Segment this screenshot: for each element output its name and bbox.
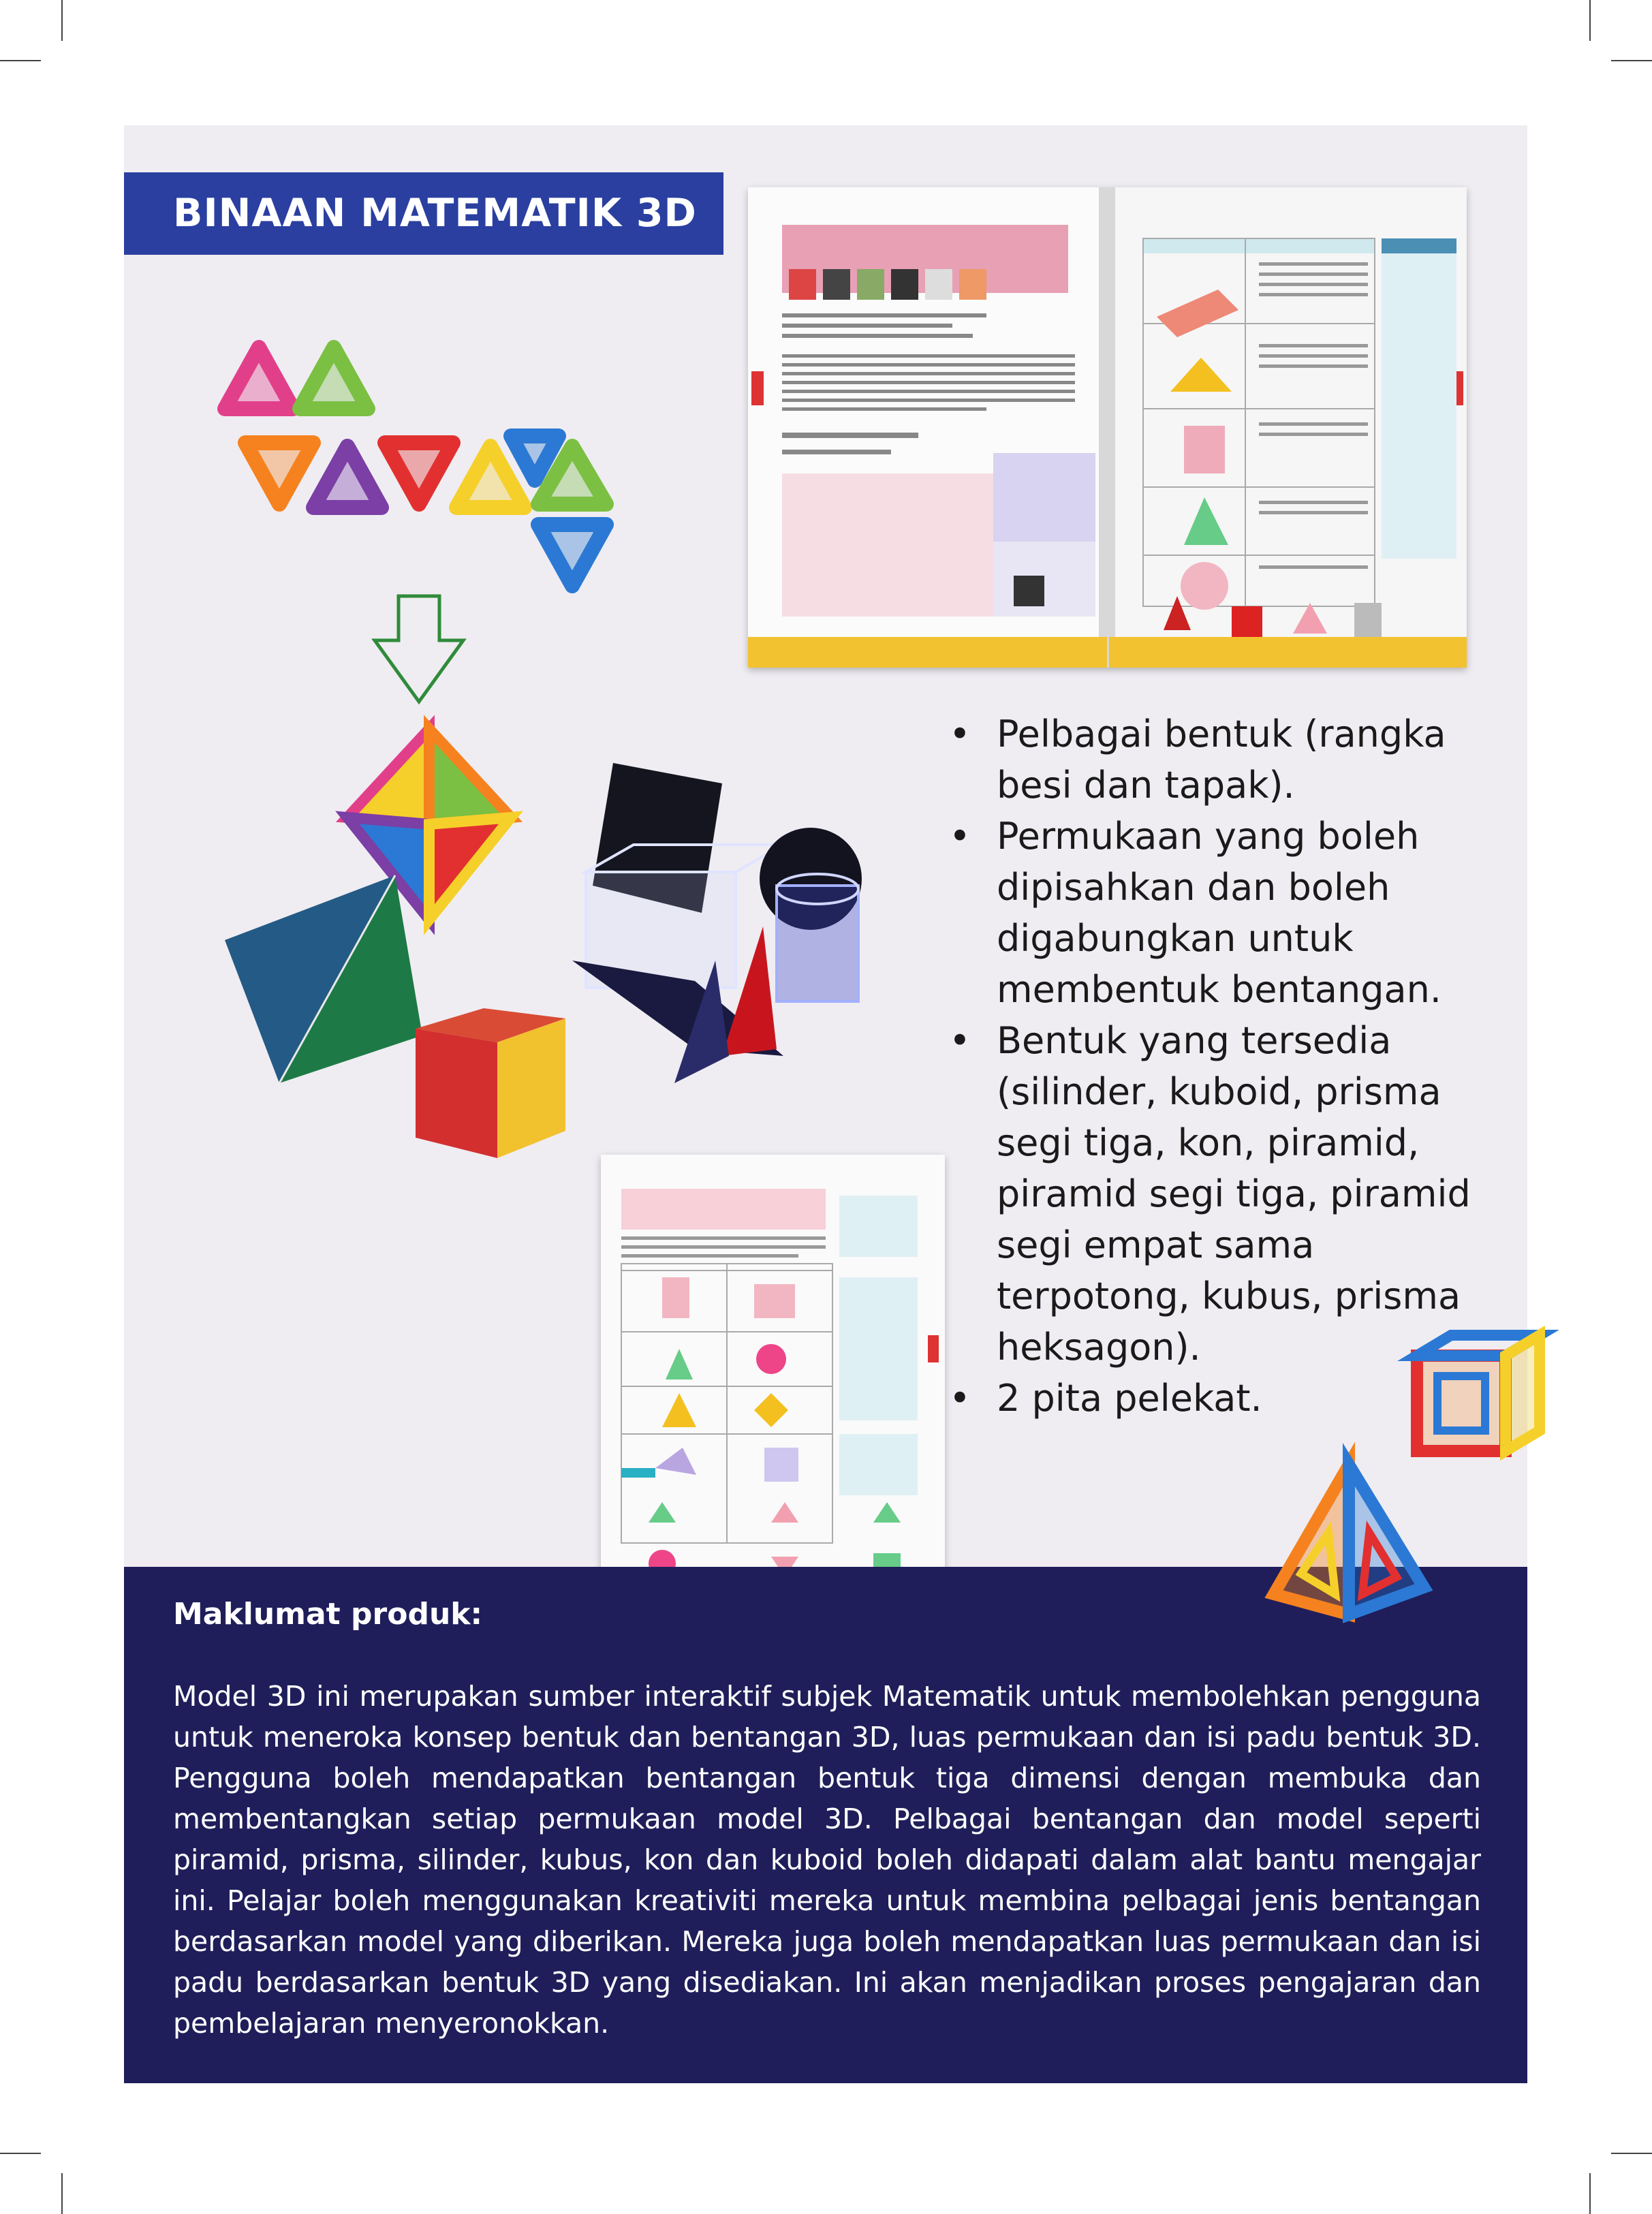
textbook-page-image: [601, 1155, 945, 1611]
crop-mark: [1611, 2153, 1652, 2154]
tetrahedron-model-image: [218, 865, 429, 1090]
magnetic-cube-image: [1403, 1328, 1553, 1465]
crop-mark: [1589, 2173, 1591, 2214]
textbook-spread-image: [748, 187, 1467, 668]
feature-list: [944, 708, 1502, 1424]
crop-mark: [61, 2173, 63, 2214]
transparent-shapes-image: [559, 756, 913, 1097]
magnetic-tiles-image: [211, 327, 620, 613]
feature-item: • Pelbagai bentuk (rangka besi dan tapak).: [944, 708, 1502, 811]
product-info-heading: Maklumat produk:: [173, 1597, 483, 1632]
title-banner: [124, 172, 723, 255]
feature-item: • Bentuk yang tersedia (silinder, kuboid, prisma segi tiga, kon, piramid, piramid segi tiga, piramid segi empat sama terpotong, kubus, prisma heksagon).: [944, 1015, 1502, 1373]
crop-mark: [0, 2153, 41, 2154]
feature-item: • 2 pita pelekat.: [944, 1373, 1502, 1424]
cube-model-image: [402, 1001, 579, 1172]
down-arrow-icon: [368, 593, 470, 708]
crop-mark: [1611, 60, 1652, 61]
crop-mark: [1589, 0, 1591, 41]
product-info-panel: [124, 1567, 1527, 2083]
feature-item: • Permukaan yang boleh dipisahkan dan boleh digabungkan untuk membentuk bentangan.: [944, 811, 1502, 1015]
magnetic-pyramid-image: [1260, 1458, 1437, 1628]
page-title: BINAAN MATEMATIK 3D: [173, 191, 697, 236]
product-info-body: Model 3D ini merupakan sumber interaktif subjek Matematik untuk membolehkan pengguna untuk meneroka konsep bentuk dan bentangan 3D, luas permukaan dan isi padu bentuk 3D. Pengguna boleh mendapatkan bentangan bentuk tiga dimensi dengan membuka dan membentangkan setiap permukaan model 3D. Pelbagai bentangan dan model seperti piramid, prisma, silinder, kubus, kon dan kuboid boleh didapati dalam alat bantu mengajar ini. Pelajar boleh menggunakan kreativiti mereka untuk membina pelbagai jenis bentangan berdasarkan model yang diberikan. Mereka juga boleh mendapatkan luas permukaan dan isi padu berdasarkan bentuk 3D yang disediakan. Ini akan menjadikan proses pengajaran dan pembelajaran menyeronokkan.: [173, 1680, 1481, 2040]
crop-mark: [61, 0, 63, 41]
crop-mark: [0, 60, 41, 61]
